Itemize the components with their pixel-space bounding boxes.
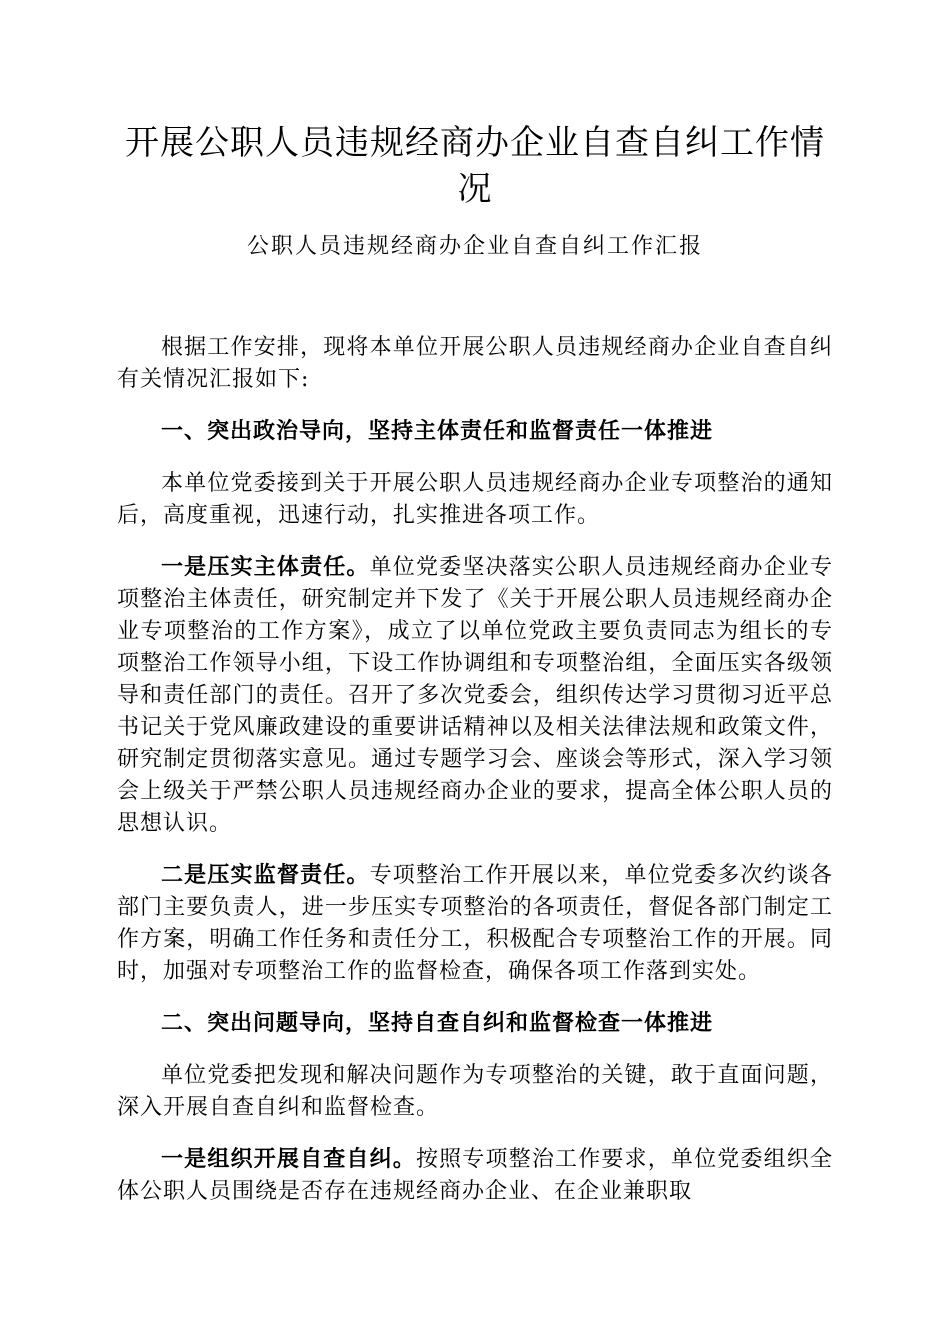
section2-paragraph: 单位党委把发现和解决问题作为专项整治的关键，敢于直面问题，深入开展自查自纠和监督检查。 — [117, 1063, 833, 1120]
section1-item2 — [117, 860, 833, 988]
section2-heading: 二、突出问题导向，坚持自查自纠和监督检查一体推进 — [161, 1011, 714, 1036]
section1-heading: 一、突出政治导向，坚持主体责任和监督责任一体推进 — [161, 419, 714, 444]
section1-item2-text: 专项整治工作开展以来，单位党委多次约谈各部门主要负责人，进一步压实专项整治的各项责任，督促各部门制定工作方案，明确工作任务和责任分工，积极配合专项整治工作的开展。同时，加强对专项整治工作的监督检查，确保各项工作落到实处。 — [117, 863, 833, 984]
section1-item1 — [117, 552, 833, 840]
document-page — [117, 0, 833, 1344]
section1-paragraph: 本单位党委接到关于开展公职人员违规经商办企业专项整治的通知后，高度重视，迅速行动，扎实推进各项工作。 — [117, 471, 833, 528]
document-subtitle: 公职人员违规经商办企业自查自纠工作汇报 — [246, 234, 703, 259]
document-body — [117, 332, 833, 1208]
intro-paragraph: 根据工作安排，现将本单位开展公职人员违规经商办企业自查自纠有关情况汇报如下: — [117, 335, 833, 392]
section2-item1 — [117, 1144, 833, 1208]
section1-item2-lead: 二是压实监督责任。 — [161, 863, 370, 888]
document-title: 开展公职人员违规经商办企业自查自纠工作情况 — [125, 123, 825, 209]
section1-item1-lead: 一是压实主体责任。 — [161, 555, 370, 580]
section1-item1-text: 单位党委坚决落实公职人员违规经商办企业专项整治主体责任，研究制定并下发了《关于开展公职人员违规经商办企业专项整治的工作方案》，成立了以单位党政主要负责同志为组长的专项整治工作领导小组，下设工作协调组和专项整治组，全面压实各级领导和责任部门的责任。召开了多次党委会，组织传达学习贯彻习近平总书记关于党风廉政建设的重要讲话精神以及相关法律法规和政策文件，研究制定贯彻落实意见。通过专题学习会、座谈会等形式，深入学习领会上级关于严禁公职人员违规经商办企业的要求，提高全体公职人员的思想认识。 — [117, 555, 833, 836]
section2-item1-lead: 一是组织开展自查自纠。 — [161, 1147, 416, 1172]
section2-item1-text: 按照专项整治工作要求，单位党委组织全体公职人员围绕是否存在违规经商办企业、在企业兼职取 — [117, 1147, 833, 1204]
